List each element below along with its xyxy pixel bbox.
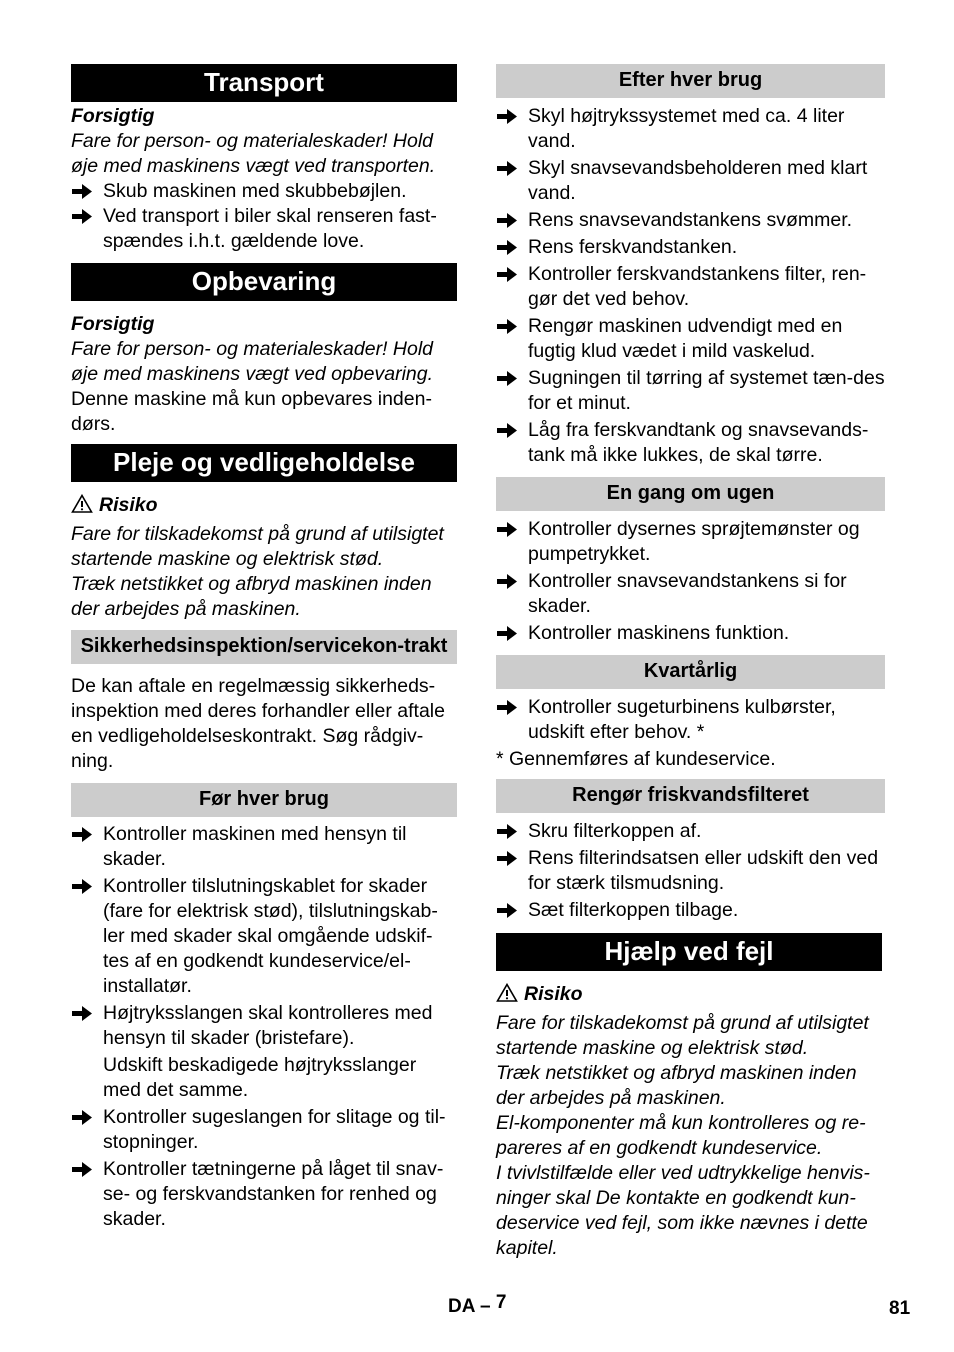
caution-text: Fare for person- og materialeskader! Hold øje med maskinens vægt ved opbevaring. <box>71 338 434 385</box>
arrow-right-icon <box>497 903 517 918</box>
list-item-text: Låg fra ferskvandtank og snavsevands-tank må ikke lukkes, de skal tørre. <box>528 419 869 466</box>
footnote: * Gennemføres af kundeservice. <box>496 748 776 770</box>
list-item-text: Kontroller ferskvandstankens filter, ren-gør det ved behov. <box>528 263 867 310</box>
arrow-right-icon <box>497 371 517 386</box>
risk-text: Træk netstikket og afbryd maskinen inden der arbejdes på maskinen. <box>496 1062 857 1109</box>
heading-transport: Transport <box>71 64 457 102</box>
heading-quarterly: Kvartårlig <box>496 655 885 689</box>
arrow-right-icon <box>497 240 517 255</box>
list-item <box>71 179 457 204</box>
list-item <box>71 204 457 254</box>
list-item <box>496 418 885 468</box>
list-item-text: Kontroller dysernes sprøjtemønster og pumpetrykket. <box>528 518 860 565</box>
footer-section-code: DA <box>448 1296 475 1317</box>
list-item-text: Kontroller tilslutningskablet for skader (fare for elektrisk stød), tilslutningskab-ler med skader skal omgående udskif-tes af en godkendt kundeservice/el-installatør. <box>103 875 438 997</box>
risk-label: Risiko <box>524 983 583 1005</box>
heading-before-use: Før hver brug <box>71 783 457 817</box>
list-item-text: Kontroller snavsevandstankens si for skader. <box>528 570 847 617</box>
list-item-text: Rens ferskvandstanken. <box>528 236 738 258</box>
left-column <box>71 64 457 1232</box>
list-item-text: Kontroller sugeslangen for slitage og til-stopninger. <box>103 1106 446 1153</box>
heading-after-use: Efter hver brug <box>496 64 885 98</box>
list-item-text: Skyl snavsevandsbeholderen med klart vand. <box>528 157 868 204</box>
list-item <box>71 1157 457 1232</box>
arrow-right-icon <box>497 213 517 228</box>
arrow-right-icon <box>72 1006 92 1021</box>
arrow-right-icon <box>497 574 517 589</box>
list-item-text: Rengør maskinen udvendigt med en fugtig klud vædet i mild vaskelud. <box>528 315 843 362</box>
list-item-text: Kontroller maskinen med hensyn til skader. <box>103 823 407 870</box>
list-item <box>496 262 885 312</box>
heading-care: Pleje og vedligeholdelse <box>71 444 457 482</box>
arrow-right-icon <box>497 700 517 715</box>
arrow-right-icon <box>72 184 92 199</box>
arrow-right-icon <box>72 879 92 894</box>
list-item <box>71 822 457 872</box>
list-item-text: Kontroller maskinens funktion. <box>528 622 790 644</box>
risk-label: Risiko <box>99 494 158 516</box>
right-column <box>496 64 885 1261</box>
heading-storage: Opbevaring <box>71 263 457 301</box>
risk-text: Fare for tilskadekomst på grund af utilsigtet startende maskine og elektrisk stød. <box>71 523 444 570</box>
list-item <box>71 1105 457 1155</box>
arrow-right-icon <box>497 626 517 641</box>
risk-text: Træk netstikket og afbryd maskinen inden der arbejdes på maskinen. <box>71 573 432 620</box>
risk-label-row <box>496 982 885 1007</box>
caution-text: Fare for person- og materialeskader! Hold øje med maskinens vægt ved transporten. <box>71 130 436 177</box>
list-item-text: Skru filterkoppen af. <box>528 820 702 842</box>
list-item <box>496 819 885 844</box>
list-item <box>496 208 885 233</box>
list-item <box>71 1001 457 1051</box>
arrow-right-icon <box>72 209 92 224</box>
warning-triangle-icon <box>71 494 93 513</box>
list-item <box>496 621 885 646</box>
list-item <box>496 104 885 154</box>
list-item <box>496 846 885 896</box>
arrow-right-icon <box>497 109 517 124</box>
list-item-text: Kontroller tætningerne på låget til snav-se- og ferskvandstanken for renhed og skader. <box>103 1158 444 1230</box>
list-item <box>496 156 885 206</box>
footer-section-page: 7 <box>495 1292 507 1313</box>
footer-separator: – <box>480 1296 491 1317</box>
risk-label-row <box>71 493 457 518</box>
list-item <box>496 366 885 416</box>
list-item-text: Højtryksslangen skal kontrolleres med hensyn til skader (bristefare). <box>103 1002 433 1049</box>
storage-text: Denne maskine må kun opbevares inden-dørs. <box>71 388 432 435</box>
arrow-right-icon <box>72 1110 92 1125</box>
list-item-text: Ved transport i biler skal renseren fast-spændes i.h.t. gældende love. <box>103 205 437 252</box>
arrow-right-icon <box>497 161 517 176</box>
list-item-text: Sæt filterkoppen tilbage. <box>528 899 739 921</box>
heading-troubleshooting: Hjælp ved fejl <box>496 933 882 971</box>
list-item-text: Rens snavsevandstankens svømmer. <box>528 209 853 231</box>
arrow-right-icon <box>497 267 517 282</box>
heading-weekly: En gang om ugen <box>496 477 885 511</box>
arrow-right-icon <box>497 319 517 334</box>
list-item <box>496 235 885 260</box>
footer-section <box>448 1292 507 1318</box>
list-item-text: Sugningen til tørring af systemet tæn-des for et minut. <box>528 367 885 414</box>
page-number: 81 <box>889 1298 911 1319</box>
risk-text: El-komponenter må kun kontrolleres og re-pareres af en godkendt kundeservice. <box>496 1112 866 1159</box>
risk-text: Fare for tilskadekomst på grund af utilsigtet startende maskine og elektrisk stød. <box>496 1012 869 1059</box>
list-item <box>496 314 885 364</box>
caution-label: Forsigtig <box>71 105 155 127</box>
arrow-right-icon <box>497 423 517 438</box>
list-item-text: Skub maskinen med skubbebøjlen. <box>103 180 407 202</box>
arrow-right-icon <box>72 827 92 842</box>
arrow-right-icon <box>72 1162 92 1177</box>
arrow-right-icon <box>497 824 517 839</box>
caution-label: Forsigtig <box>71 313 155 335</box>
arrow-right-icon <box>497 851 517 866</box>
list-item <box>496 569 885 619</box>
heading-filter: Rengør friskvandsfilteret <box>496 779 885 813</box>
heading-inspection: Sikkerhedsinspektion/servicekon-trakt <box>71 630 457 664</box>
arrow-right-icon <box>497 522 517 537</box>
list-item <box>496 898 885 923</box>
warning-triangle-icon <box>496 983 518 1002</box>
list-item <box>496 695 885 745</box>
list-item <box>71 874 457 999</box>
list-item <box>496 517 885 567</box>
risk-text: I tvivlstilfælde eller ved udtrykkelige henvis-ninger skal De kontakte en godkendt kun-deservice ved fejl, som ikke nævnes i dette kapitel. <box>496 1162 870 1259</box>
list-item-text: Skyl højtrykssystemet med ca. 4 liter vand. <box>528 105 845 152</box>
inspection-text: De kan aftale en regelmæssig sikkerheds-inspektion med deres forhandler eller aftale en vedligeholdelseskontrakt. Søg rådgiv-ning. <box>71 675 445 772</box>
list-item-text: Rens filterindsatsen eller udskift den ved for stærk tilsmudsning. <box>528 847 879 894</box>
note-text: Udskift beskadigede højtryksslanger med det samme. <box>103 1054 417 1101</box>
list-item-text: Kontroller sugeturbinens kulbørster, udskift efter behov. * <box>528 696 836 743</box>
